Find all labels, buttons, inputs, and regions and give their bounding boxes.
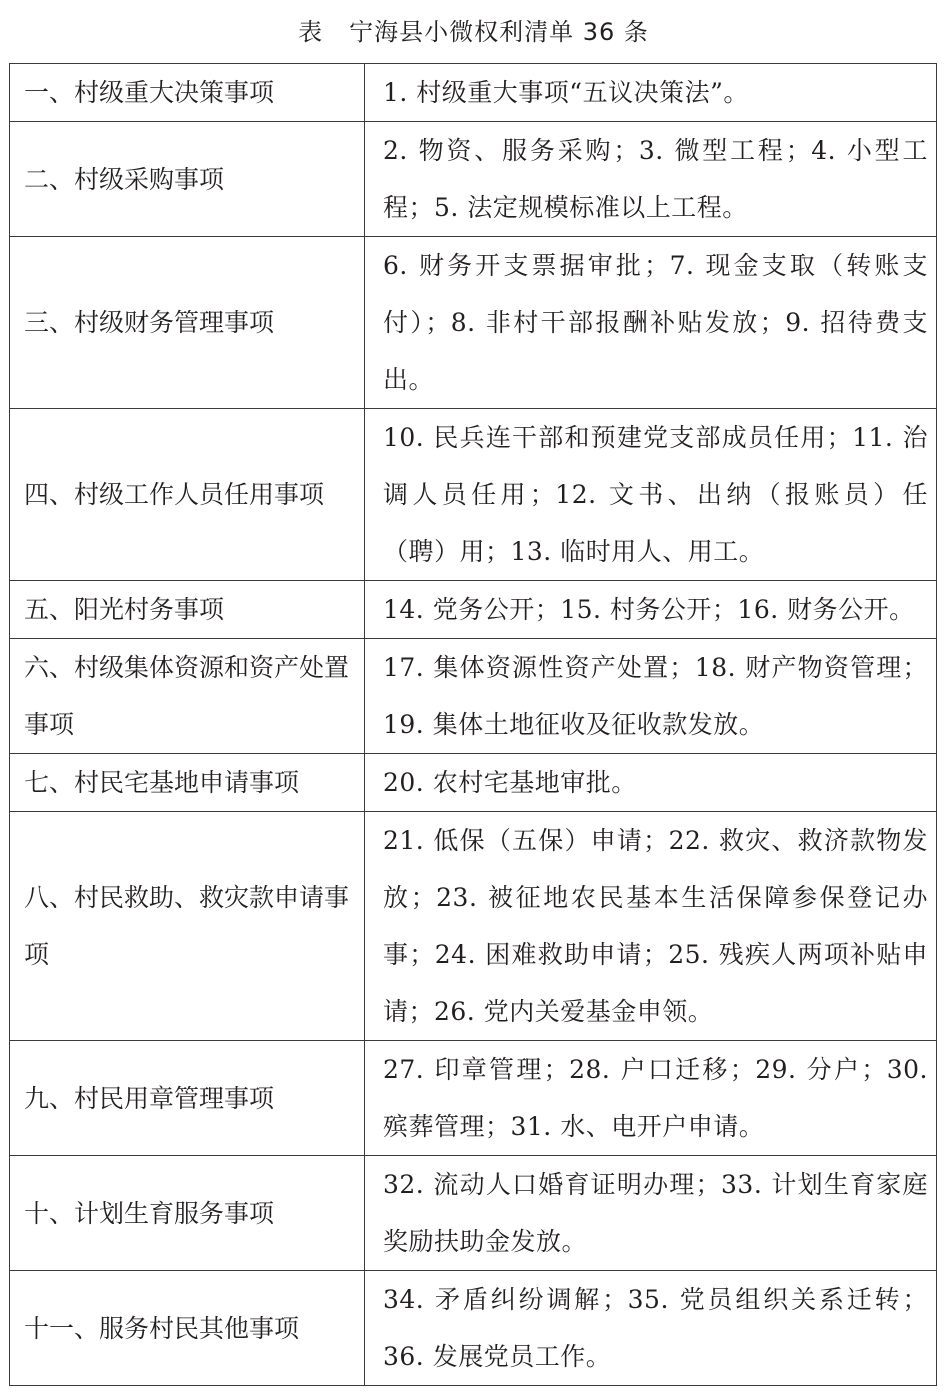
table-row (10, 122, 937, 237)
category-cell: 一、村级重大决策事项 (10, 64, 365, 122)
category-cell: 十、计划生育服务事项 (10, 1156, 365, 1271)
items-cell: 14. 党务公开；15. 村务公开；16. 财务公开。 (365, 581, 937, 639)
table-row (10, 581, 937, 639)
table-row (10, 237, 937, 409)
category-cell: 十一、服务村民其他事项 (10, 1271, 365, 1386)
items-cell: 2. 物资、服务采购；3. 微型工程；4. 小型工程；5. 法定规模标准以上工程。 (365, 122, 937, 237)
category-cell: 六、村级集体资源和资产处置事项 (10, 639, 365, 754)
table-row (10, 64, 937, 122)
table-row (10, 1271, 937, 1386)
table-row (10, 1041, 937, 1156)
table-row (10, 409, 937, 581)
category-cell: 九、村民用章管理事项 (10, 1041, 365, 1156)
category-cell: 四、村级工作人员任用事项 (10, 409, 365, 581)
items-cell: 34. 矛盾纠纷调解；35. 党员组织关系迁转；36. 发展党员工作。 (365, 1271, 937, 1386)
items-cell: 21. 低保（五保）申请；22. 救灾、救济款物发放；23. 被征地农民基本生活保障参保登记办事；24. 困难救助申请；25. 残疾人两项补贴申请；26. 党内关爱基金申领。 (365, 812, 937, 1041)
items-cell: 32. 流动人口婚育证明办理；33. 计划生育家庭奖励扶助金发放。 (365, 1156, 937, 1271)
category-cell: 三、村级财务管理事项 (10, 237, 365, 409)
caption-text: 宁海县小微权利清单 36 条 (349, 18, 649, 46)
table-row (10, 812, 937, 1041)
items-cell: 20. 农村宅基地审批。 (365, 754, 937, 812)
rights-list-table (9, 63, 937, 1386)
items-cell: 6. 财务开支票据审批；7. 现金支取（转账支付）；8. 非村干部报酬补贴发放；9. 招待费支出。 (365, 237, 937, 409)
items-cell: 1. 村级重大事项“五议决策法”。 (365, 64, 937, 122)
items-cell: 27. 印章管理；28. 户口迁移；29. 分户；30. 殡葬管理；31. 水、电开户申请。 (365, 1041, 937, 1156)
items-cell: 17. 集体资源性资产处置；18. 财产物资管理；19. 集体土地征收及征收款发放。 (365, 639, 937, 754)
table-caption (0, 14, 947, 50)
table-row (10, 1156, 937, 1271)
caption-label: 表 (298, 18, 324, 46)
category-cell: 八、村民救助、救灾款申请事项 (10, 812, 365, 1041)
category-cell: 二、村级采购事项 (10, 122, 365, 237)
items-cell: 10. 民兵连干部和预建党支部成员任用；11. 治调人员任用；12. 文书、出纳（报账员）任（聘）用；13. 临时用人、用工。 (365, 409, 937, 581)
table-row (10, 754, 937, 812)
category-cell: 五、阳光村务事项 (10, 581, 365, 639)
category-cell: 七、村民宅基地申请事项 (10, 754, 365, 812)
table-row (10, 639, 937, 754)
